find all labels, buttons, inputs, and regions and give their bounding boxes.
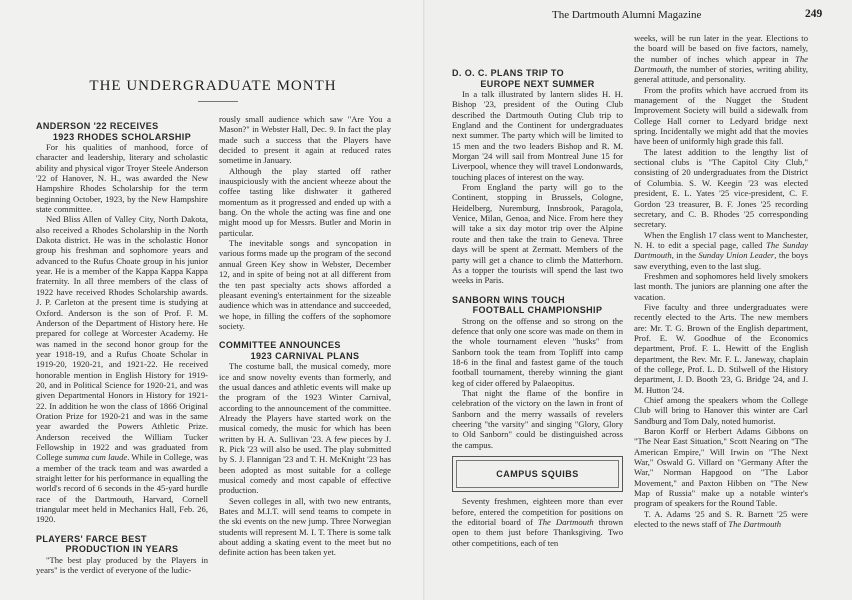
rhodes-heading	[36, 121, 208, 142]
emphasis: The Dartmouth	[728, 519, 782, 530]
paragraph	[634, 509, 808, 530]
paragraph: The latest addition to the lengthy list of sectional clubs is "The Capitol City Club," consisting of 20 undergraduates from the District of Columbia. S. W. Keegin '23 was elected president, E. L. Yates '25 vice-president, C. F. Gordon '23 treasurer, B. F. Jones '25 recording secretary, and C. B. Rhodes '25 corresponding secretary.	[634, 146, 808, 230]
doc-heading	[452, 68, 623, 89]
paragraph	[36, 214, 208, 524]
doc-heading-line2: EUROPE NEXT SUMMER	[480, 78, 595, 89]
text-run: weeks, will be run later in the year. Elections to the board will be based on five factors, namely, the number of inches which appear in	[634, 33, 808, 64]
left-column-2	[219, 114, 391, 558]
campus-squibs-label: CAMPUS SQUIBS	[456, 460, 619, 488]
carnival-heading-line1: COMMITTEE ANNOUNCES	[219, 340, 341, 351]
paragraph: Freshmen and sophomores held lively smokers last month. The juniors are planning one after the vacation.	[634, 270, 808, 302]
text-run: Seventy freshmen, eighteen more than ever before, entered the competition for positions on the editorial board of	[452, 496, 623, 528]
paragraph: rously small audience which saw "Are You a Mason?" in Webster Hall, Dec. 9. In fact the play made such a success that the Players have decided to present it again at reduced rates sometime in January.	[219, 114, 391, 166]
doc-heading-line1: D. O. C. PLANS TRIP TO	[452, 68, 564, 78]
paragraph: That night the flame of the bonfire in celebration of the victory on the lawn in front of Sanborn and the merry wassails of revelers cheering "the varsity" and singing "Glory, Glory to Old Sanborn" could be distinguished across the campus.	[452, 387, 623, 450]
rhodes-heading-line1: ANDERSON '22 RECEIVES	[36, 121, 159, 131]
paragraph: In a talk illustrated by lantern slides H. H. Bishop '23, president of the Outing Club described the Dartmouth Outing Club trip to England and the Continent for undergraduates next summer. The party which will be limited to 15 men and the two leaders Bishop and R. M. Morgan '24 will sail from Montreal June 15 for Liverpool, whence they will travel Londonwards, touching places of interest on the way.	[452, 89, 623, 182]
emphasis: The Dartmouth	[537, 517, 594, 528]
page-number: 249	[805, 8, 823, 20]
text-run: , in the	[671, 250, 699, 261]
text-run: . While in College, was a member of the track team and was awarded a straight letter for his performance in equalling the world's record of 6 seconds in the 45-yard hurdle race of the Dartmouth, Harvard, Cornell triangular meet held in Mechanics Hall, Feb. 26, 1920.	[36, 452, 209, 525]
paragraph: The costume ball, the musical comedy, more ice and snow novelty events than formerly, and the usual dances and athletic events will make up the program of the 1923 Winter Carnival, according to the announcement of the committee. Already the Players have started work on the musical comedy, the music for which has been written by H. A. Sullivan '23. A few pieces by J. R. Pick '23 will also be used. The play submitted by S. J. Flannigan '23 and T. H. McKnight '23 has been adopted as most suitable for a college musical comedy and most capable of effective production.	[219, 361, 391, 496]
text-run: thrown open to them just before Thanksgiving. Two other competitions, each of ten	[452, 517, 623, 548]
emphasis: Sunday Union Leader	[698, 250, 775, 261]
paragraph: Baron Korff or Herbert Adams Gibbons on "The Near East Situation," Scott Nearing on "The American Empire," Will Irwin on "The Next War," Oswald G. Villard on "Germany After the War," Norman Hapgood on "The Labor Movement," and Paxton Hibben on "The New Map of Russia" make up a notable winter's program of speakers for the Round Table.	[634, 426, 808, 509]
campus-squibs-box	[452, 456, 623, 492]
emphasis: The Dartmouth	[634, 53, 808, 75]
paragraph: The inevitable songs and syncopation in various forms made up the program of the second annual Green Key show in Webster, December 12, and in spite of being not at all different from the ten past specialty acts shows afforded a pleasant evening's entertainment for the sizeable audience which was in attendance and succeeded, we hope, in filling the coffers of the sophomore society.	[219, 238, 391, 331]
emphasis: The Sunday Dartmouth	[634, 239, 808, 261]
paragraph: Seven colleges in all, with two new entrants, Bates and M.I.T. will send teams to compete in the ski events on the new jump. Three Norwegian students will represent M. I. T. There is some talk about adding a skating event to the meet but no definite action has been taken yet.	[219, 495, 391, 558]
paragraph	[634, 230, 808, 271]
text-run: T. A. Adams '25 and S. R. Barnett '25 were elected to the news staff of	[634, 508, 808, 530]
running-head: The Dartmouth Alumni Magazine	[552, 9, 702, 21]
paragraph: From England the party will go to the Continent, stopping in Brussels, Cologne, Heidelberg, Nuremburg, Innsbrook, Paragola, Venice, Milan, Genoa, and Nice. From here they will take a six day motor trip over the Alpine route and then take the train to Geneva. Three days will be spent at Zermatt. Members of the party will get a chance to climb the Matterhorn. As a topper the tourists will spend the last two weeks in Paris.	[452, 182, 623, 286]
paragraph: Five faculty and three undergraduates were recently elected to the Arts. The new members are: Mr. T. G. Brown of the English department, Prof. E. W. Goodhue of the Economics department, Prof. F. L. Hewitt of the English department, the Rev. Mr. F. L. Janeway, chaplain of the college, Prof. L. D. Stilwell of the History department, J. D. Booth '23, G. Bridge '24, and J. M. Hutton '24.	[634, 301, 808, 395]
emphasis: summa cum laude	[64, 452, 128, 463]
left-column-1	[36, 121, 208, 575]
title-rule	[198, 101, 238, 102]
players-heading	[36, 534, 208, 555]
right-column-2	[634, 33, 808, 530]
carnival-heading	[219, 340, 391, 361]
sanborn-heading-line1: SANBORN WINS TOUCH	[452, 294, 566, 305]
paragraph: Chief among the speakers whom the College Club will bring to Hanover this winter are Carl Sandburg and Tom Daly, noted humorist.	[634, 395, 808, 426]
text-run: , the boys saw everything, even to the last slug.	[634, 250, 808, 271]
right-page	[426, 0, 852, 600]
rhodes-heading-line2: 1923 RHODES SCHOLARSHIP	[52, 131, 192, 142]
paragraph: Strong on the offense and so strong on the defence that only one score was made on them in the whole tournament eleven "husks" from Sanborn took the team from Topliff into camp 18-6 in the final and fastest game of the touch football tournament, thereby winning the giant keg of cider offered by Palaeopitus.	[452, 315, 623, 388]
text-run: Ned Bliss Allen of Valley City, North Dakota, also received a Rhodes Scholarship in the North Dakota district. He was in the scholastic Honor group his freshman and sophomore years and advanced to the Rufus Choate group in his junior year. He is a member of the Kappa Kappa Kappa fraternity. In all three members of the class of 1922 have received Rhodes Scholarship awards. J. P. Carleton at the present time is studying at Oxford. Anderson is the son of Prof. F. M. Anderson of the Department of History here. He prepared for college at Worcester Academy. He was named in the second honor group for the year 1918-19, and a Rufus Choate Scholar in 1919-20, 1920-21, and 1921-22. He received honorable mention in English History for 1919-20, and in Political Science for 1920-21, and was given Departmental Honors in History for 1921-22. In addition he won the class of 1866 Original Oration Prize for 1920-21 and was in the same year awarded the Powers Athletic Prize. Anderson received the William Tucker Fellowship in 1922 and was graduated from College	[36, 214, 208, 463]
right-column-1	[452, 68, 623, 548]
paragraph	[634, 33, 808, 85]
text-run: When the English 17 class went to Manchester, N. H. to edit a special page, called	[634, 229, 808, 250]
paragraph	[452, 496, 623, 548]
players-heading-line2: PRODUCTION IN YEARS	[65, 544, 179, 555]
paragraph: For his qualities of manhood, force of character and leadership, literary and scholastic ability and physical vigor Troyer Steele Anderson '22 of Hanover, N. H., was awarded the New Hampshire Rhodes Scholarship for the term beginning October, 1923, by the New Hampshire state committee.	[36, 142, 208, 215]
paragraph: From the profits which have accrued from its management of the Nugget the Student Improvement Society will build a sidewalk from College Hall corner to Ledyard bridge next spring. Incidentally we might add that the movies have been of uniformly high grade this fall.	[634, 84, 808, 147]
sanborn-heading	[452, 295, 623, 316]
paragraph: "The best play produced by the Players in years" is the verdict of everyone of the ludic-	[36, 554, 208, 576]
carnival-heading-line2: 1923 CARNIVAL PLANS	[250, 350, 360, 361]
paragraph: Although the play started off rather inauspiciously with the ancient wheeze about the coffee tasting like dishwater it gathered momentum as it progressed and ended up with a bang. On the whole the acting was fine and one might mood up for Messrs. Butler and Morin in particular.	[219, 165, 391, 238]
sanborn-heading-line2: FOOTBALL CHAMPIONSHIP	[472, 305, 603, 316]
page-title: THE UNDERGRADUATE MONTH	[89, 78, 337, 94]
players-heading-line1: PLAYERS' FARCE BEST	[36, 533, 147, 544]
text-run: , the number of stories, writing ability, general attitude, and personality.	[634, 64, 808, 85]
